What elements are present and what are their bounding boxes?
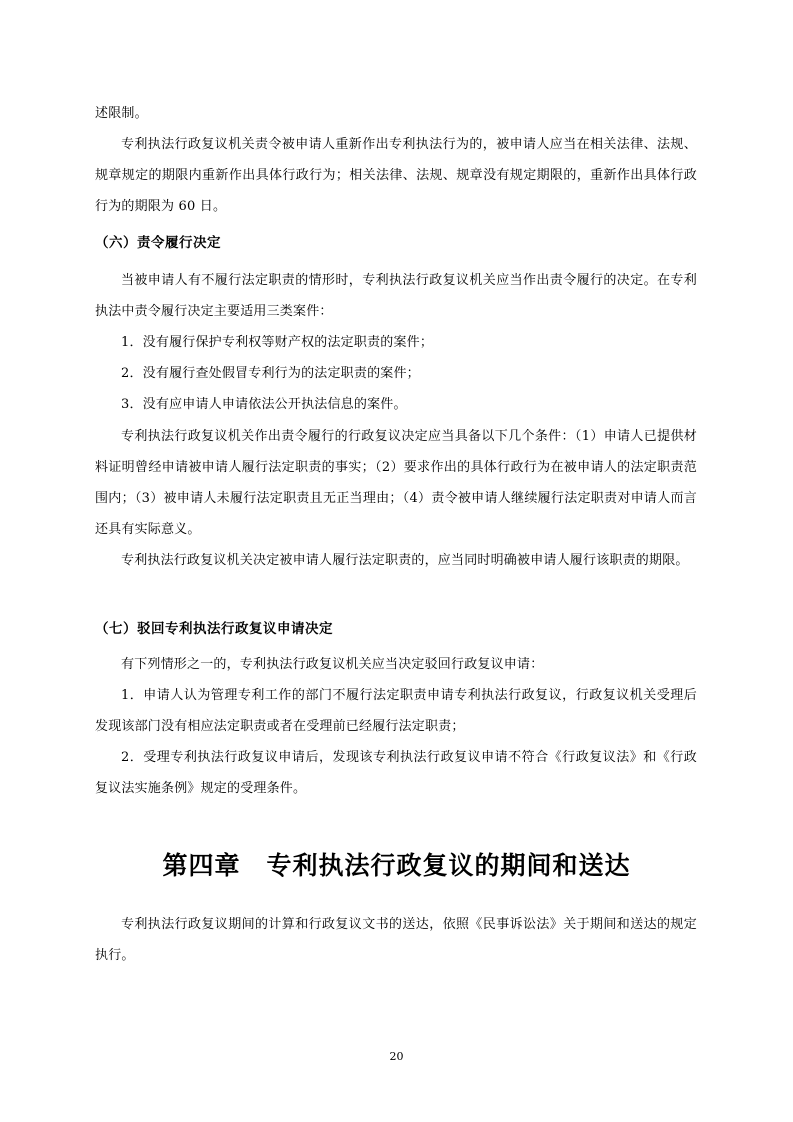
section-heading-7: （七）驳回专利执法行政复议申请决定: [95, 621, 333, 637]
paragraph-continuation: 述限制。: [95, 106, 148, 121]
chapter-title: 第四章 专利执法行政复议的期间和送达: [162, 851, 631, 880]
list-item: 3．没有应申请人申请依法公开执法信息的案件。: [121, 397, 407, 412]
list-item: 2．没有履行查处假冒专利行为的法定职责的案件；: [121, 366, 420, 381]
list-item: 2．受理专利执法行政复议申请后，发现该专利执法行政复议申请不符合《行政复议法》和《行政复议法实施条例》规定的受理条件。: [95, 750, 697, 796]
paragraph-time-service: 专利执法行政复议期间的计算和行政复议文书的送达，依照《民事诉讼法》关于期间和送达的规定执行。: [95, 917, 697, 963]
list-item: 1．没有履行保护专利权等财产权的法定职责的案件；: [121, 335, 434, 350]
paragraph-reissue-deadline: 专利执法行政复议机关责令被申请人重新作出专利执法行为的，被申请人应当在相关法律、法规、规章规定的期限内重新作出具体行政行为；相关法律、法规、规章没有规定期限的，重新作出具体行政行为的期限为 60 日。: [95, 137, 697, 214]
list-item: 1．申请人认为管理专利工作的部门不履行法定职责申请专利执法行政复议，行政复议机关受理后发现该部门没有相应法定职责或者在受理前已经履行法定职责；: [95, 688, 697, 734]
paragraph-order-performance: 当被申请人有不履行法定职责的情形时，专利执法行政复议机关应当作出责令履行的决定。在专利执法中责令履行决定主要适用三类案件：: [95, 273, 697, 319]
page-number: 20: [389, 1050, 404, 1063]
paragraph-deadline: 专利执法行政复议机关决定被申请人履行法定职责的，应当同时明确被申请人履行该职责的期限。: [121, 553, 689, 568]
paragraph-conditions: 专利执法行政复议机关作出责令履行的行政复议决定应当具备以下几个条件：（1）申请人已提供材料证明曾经申请被申请人履行法定职责的事实；（2）要求作出的具体行政行为在被申请人的法定职责范围内；（3）被申请人未履行法定职责且无正当理由；（4）责令被申请人继续履行法定职责对申请人而言还具有实际意义。: [95, 429, 697, 537]
paragraph-dismissal: 有下列情形之一的，专利执法行政复议机关应当决定驳回行政复议申请：: [121, 657, 544, 672]
section-heading-6: （六）责令履行决定: [95, 235, 221, 251]
